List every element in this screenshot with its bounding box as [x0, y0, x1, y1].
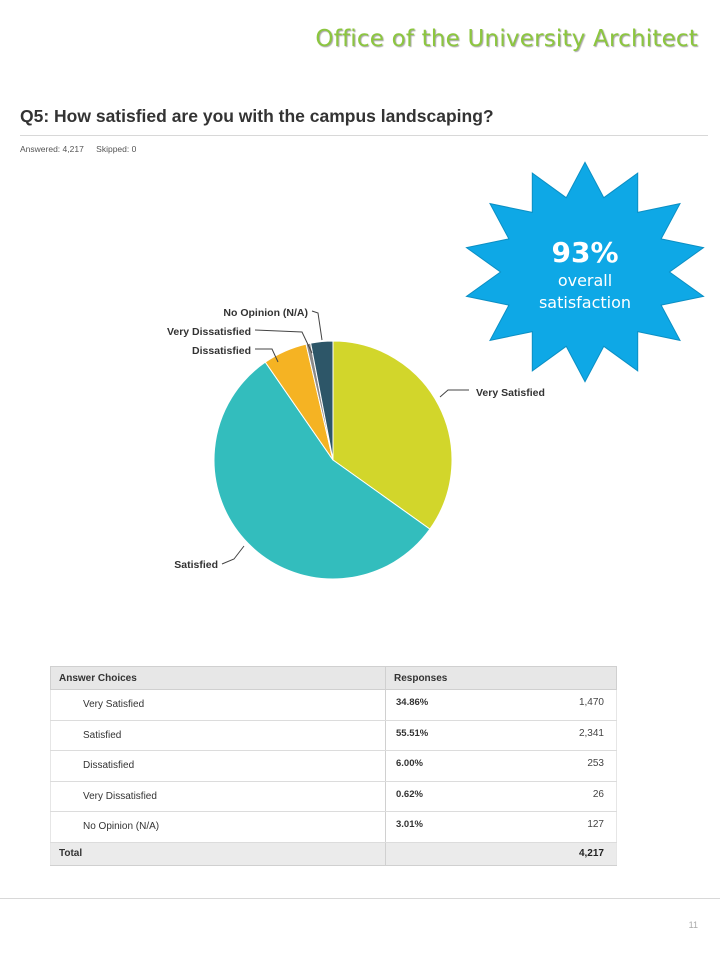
- row-count: 1,470: [578, 697, 604, 708]
- header-title: Office of the University Architect: [315, 26, 698, 52]
- answers-table: [50, 666, 617, 866]
- question-divider: [20, 135, 708, 136]
- row-response: [386, 812, 617, 843]
- skipped-count: Skipped: 0: [96, 144, 137, 154]
- row-response: [386, 751, 617, 782]
- total-count: 4,217: [578, 847, 604, 859]
- row-count: 2,341: [578, 727, 604, 739]
- footer-divider: [0, 898, 720, 899]
- row-choice: Very Dissatisfied: [51, 781, 386, 812]
- row-choice: Very Satisfied: [51, 690, 386, 721]
- slice-label: Very Dissatisfied: [166, 326, 251, 338]
- satisfaction-percent: 93%: [551, 235, 619, 269]
- leader-line: [222, 546, 244, 564]
- page-number: 11: [688, 920, 698, 930]
- row-percent: 34.86%: [396, 697, 429, 708]
- table-row: [51, 720, 617, 751]
- leader-line: [440, 390, 469, 397]
- table-row: [51, 812, 617, 843]
- row-choice: Dissatisfied: [51, 751, 386, 782]
- satisfaction-line-1: overall: [557, 270, 613, 290]
- total-response: [386, 842, 617, 865]
- total-label: Total: [51, 842, 386, 865]
- satisfaction-callout: [460, 160, 710, 385]
- table-total-row: [51, 842, 617, 865]
- row-count: 253: [587, 758, 604, 769]
- header-responses: Responses: [386, 667, 617, 690]
- row-percent: 6.00%: [396, 758, 423, 769]
- row-count: 127: [587, 819, 604, 830]
- row-response: [386, 690, 617, 721]
- row-choice: No Opinion (N/A): [51, 812, 386, 843]
- row-percent: 0.62%: [396, 788, 423, 800]
- question-title: Q5: How satisfied are you with the campus landscaping?: [20, 106, 494, 126]
- slice-label: No Opinion (N/A): [223, 307, 308, 319]
- row-response: [386, 720, 617, 751]
- table-row: [51, 751, 617, 782]
- leader-line: [312, 311, 322, 340]
- row-choice: Satisfied: [51, 720, 386, 751]
- row-count: 26: [592, 788, 604, 800]
- row-percent: 3.01%: [396, 819, 423, 830]
- table-row: [51, 781, 617, 812]
- slice-label: Very Satisfied: [476, 387, 545, 399]
- table-row: [51, 690, 617, 721]
- answered-count: Answered: 4,217: [20, 144, 84, 154]
- slice-label: Dissatisfied: [192, 345, 251, 357]
- row-percent: 55.51%: [396, 727, 429, 739]
- satisfaction-line-2: satisfaction: [538, 292, 632, 312]
- header-answer-choices: Answer Choices: [51, 667, 386, 690]
- row-response: [386, 781, 617, 812]
- slice-label: Satisfied: [174, 559, 218, 571]
- table-header-row: [51, 667, 617, 690]
